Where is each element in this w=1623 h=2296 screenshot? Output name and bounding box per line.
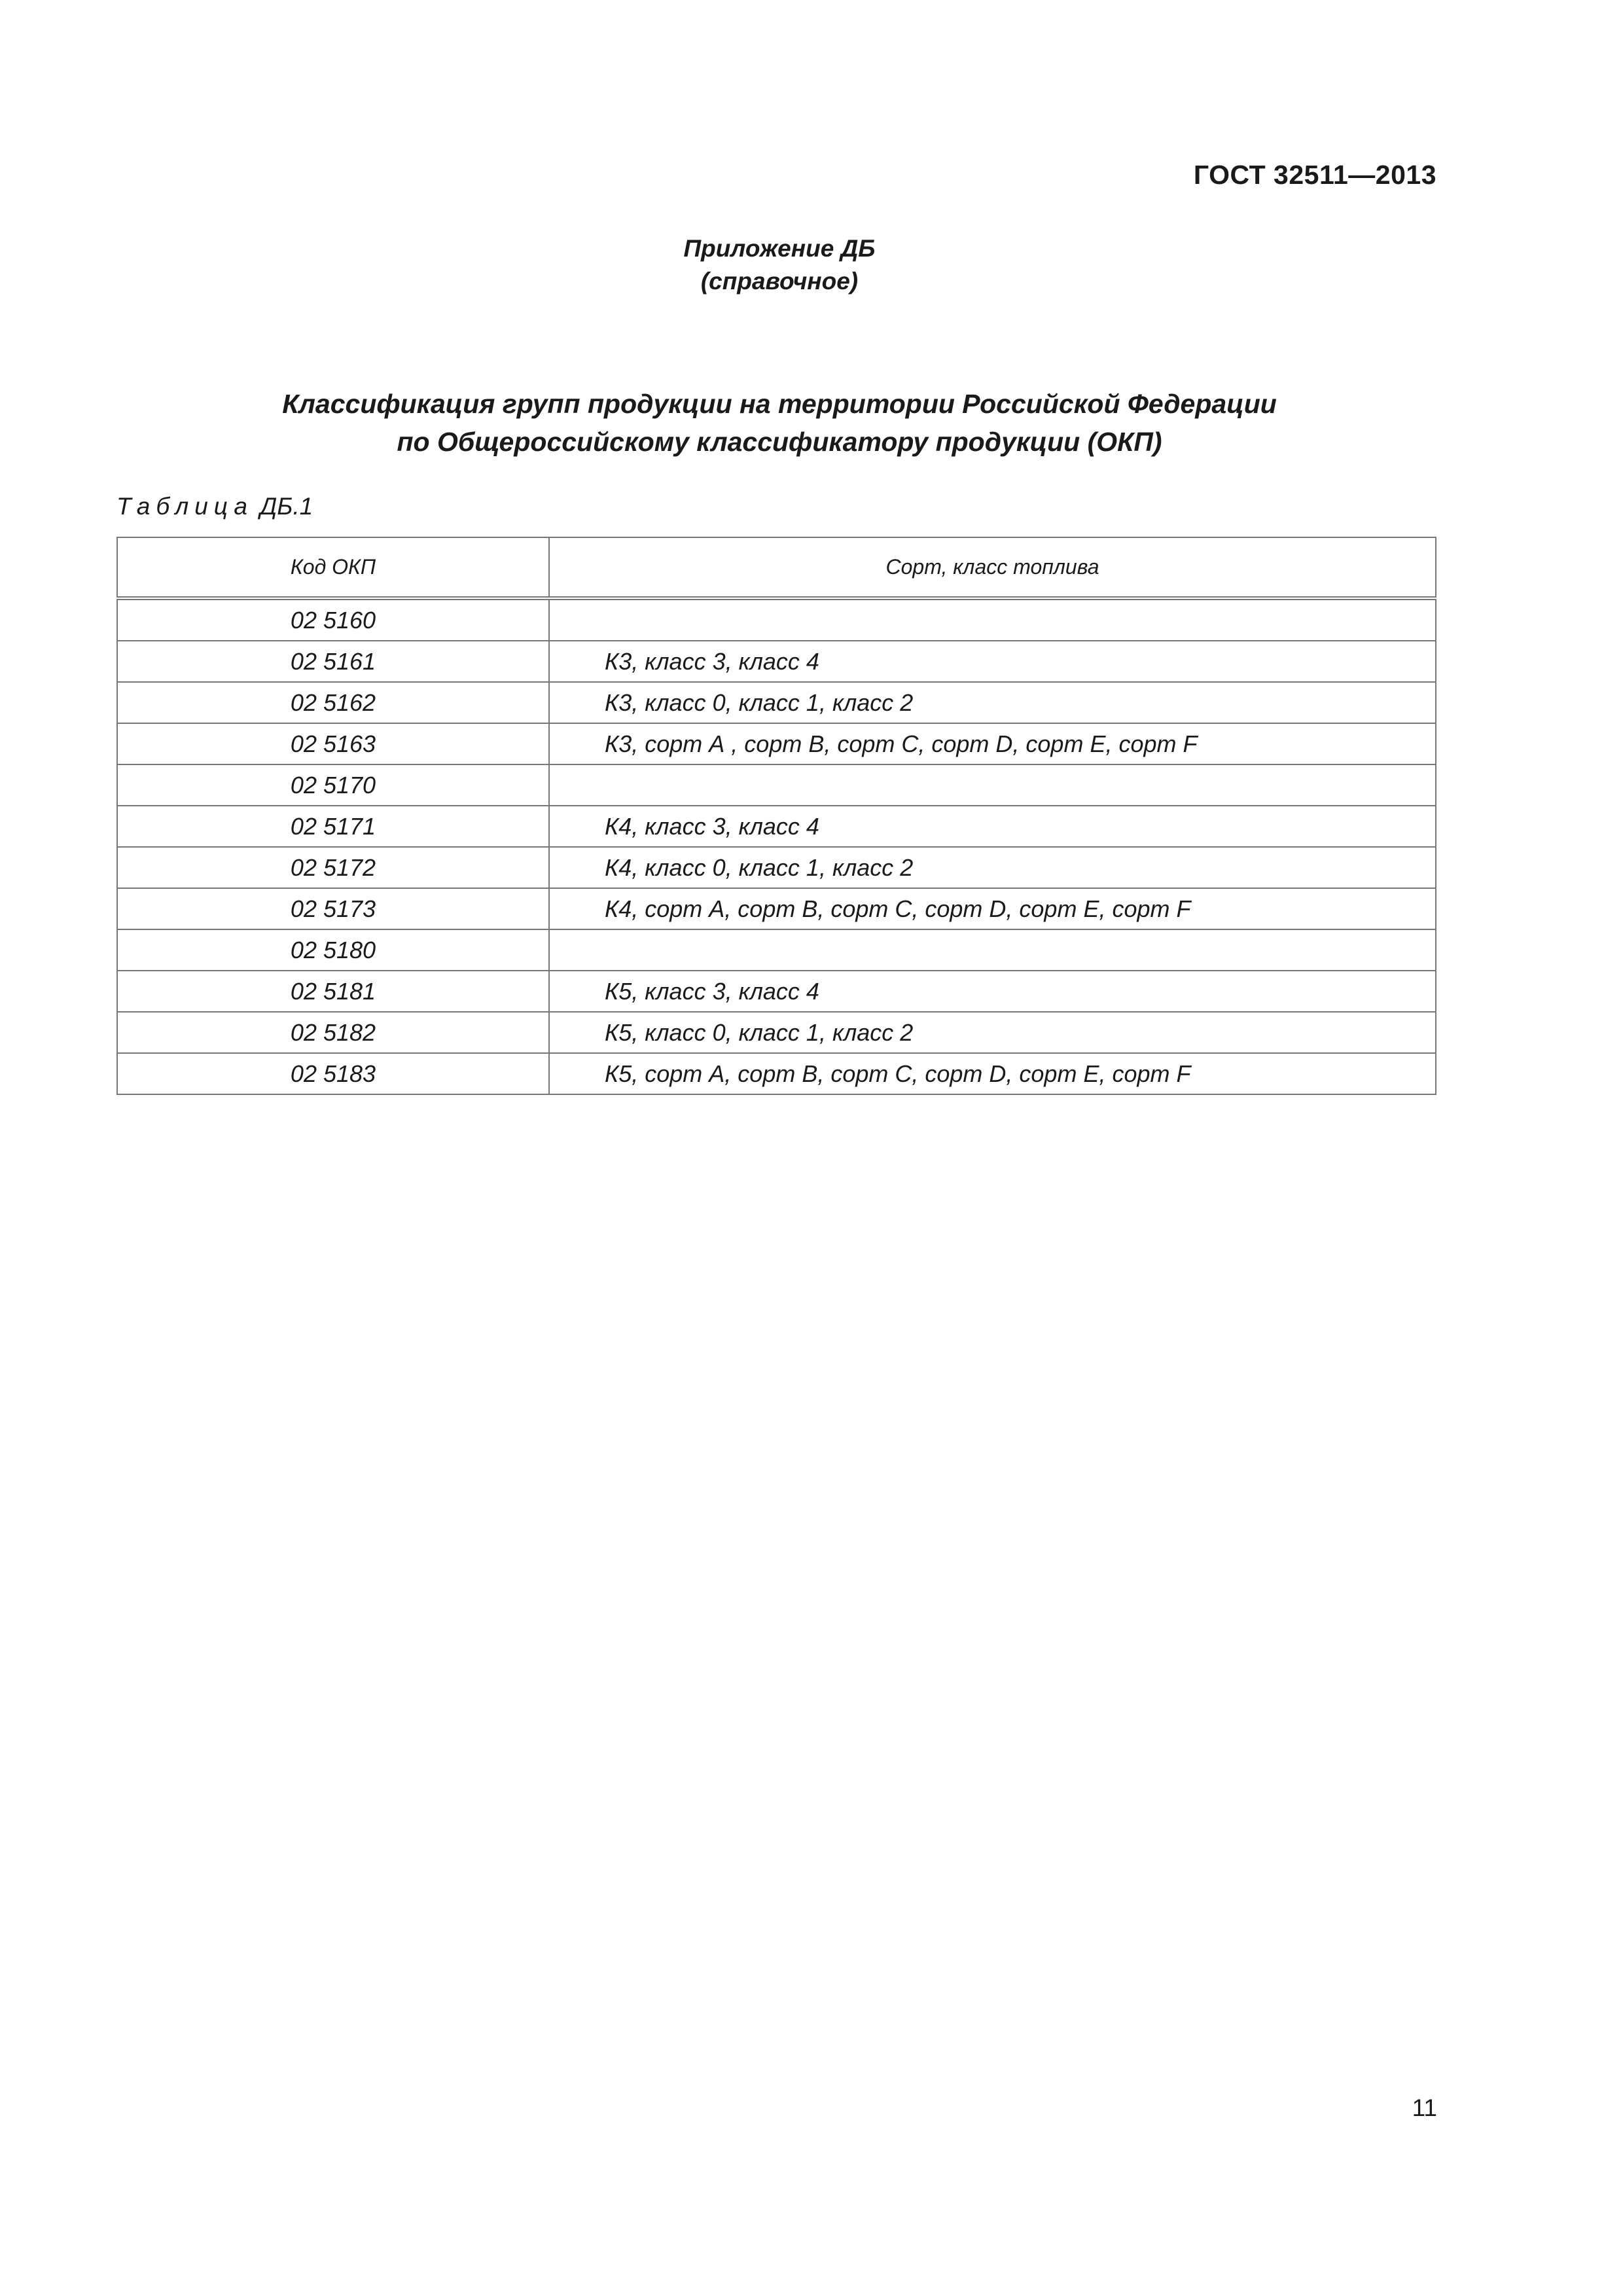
grade-cell: К5, класс 0, класс 1, класс 2 [549,1012,1436,1053]
table-row [117,1053,1436,1094]
table-row [117,806,1436,847]
document-title-line-1: Классификация групп продукции на территории Российской Федерации [282,389,1277,419]
table-row [117,723,1436,764]
document-title-line-2: по Общероссийскому классификатору продукции (ОКП) [397,427,1162,457]
column-header-code: Код ОКП [117,537,549,598]
table-header-row [117,537,1436,598]
grade-cell: К3, сорт А , сорт В, сорт С, сорт D, сорт Е, сорт F [549,723,1436,764]
grade-cell: К4, класс 0, класс 1, класс 2 [549,847,1436,888]
okp-code-cell: 02 5183 [117,1053,549,1094]
okp-code-cell: 02 5181 [117,971,549,1012]
grade-cell: К5, сорт А, сорт В, сорт С, сорт D, сорт Е, сорт F [549,1053,1436,1094]
column-header-grade: Сорт, класс топлива [549,537,1436,598]
okp-code-cell: 02 5171 [117,806,549,847]
okp-code-cell: 02 5180 [117,929,549,971]
table-row [117,641,1436,682]
okp-code-cell: 02 5160 [117,598,549,641]
page-number: 11 [1412,2094,1437,2121]
table-row [117,682,1436,723]
grade-cell: К5, класс 3, класс 4 [549,971,1436,1012]
table-row [117,764,1436,806]
grade-cell: К3, класс 3, класс 4 [549,641,1436,682]
appendix-heading [0,232,1559,298]
table-row [117,971,1436,1012]
okp-code-cell: 02 5170 [117,764,549,806]
table-row [117,847,1436,888]
grade-cell [549,764,1436,806]
table-caption [116,493,313,520]
okp-table [116,537,1436,1095]
okp-code-cell: 02 5162 [117,682,549,723]
appendix-status: (справочное) [700,268,859,295]
okp-code-cell: 02 5182 [117,1012,549,1053]
table-row [117,598,1436,641]
document-title [0,385,1559,461]
grade-cell: К4, сорт А, сорт В, сорт С, сорт D, сорт Е, сорт F [549,888,1436,929]
okp-code-cell: 02 5172 [117,847,549,888]
table-caption-number: ДБ.1 [260,493,313,520]
table-row [117,888,1436,929]
document-number: ГОСТ 32511—2013 [1193,160,1436,190]
okp-code-cell: 02 5173 [117,888,549,929]
appendix-title: Приложение ДБ [683,235,876,262]
grade-cell [549,929,1436,971]
grade-cell [549,598,1436,641]
table-caption-word: Таблица [116,493,253,520]
table-row [117,929,1436,971]
okp-code-cell: 02 5163 [117,723,549,764]
grade-cell: К3, класс 0, класс 1, класс 2 [549,682,1436,723]
grade-cell: К4, класс 3, класс 4 [549,806,1436,847]
okp-code-cell: 02 5161 [117,641,549,682]
table-row [117,1012,1436,1053]
